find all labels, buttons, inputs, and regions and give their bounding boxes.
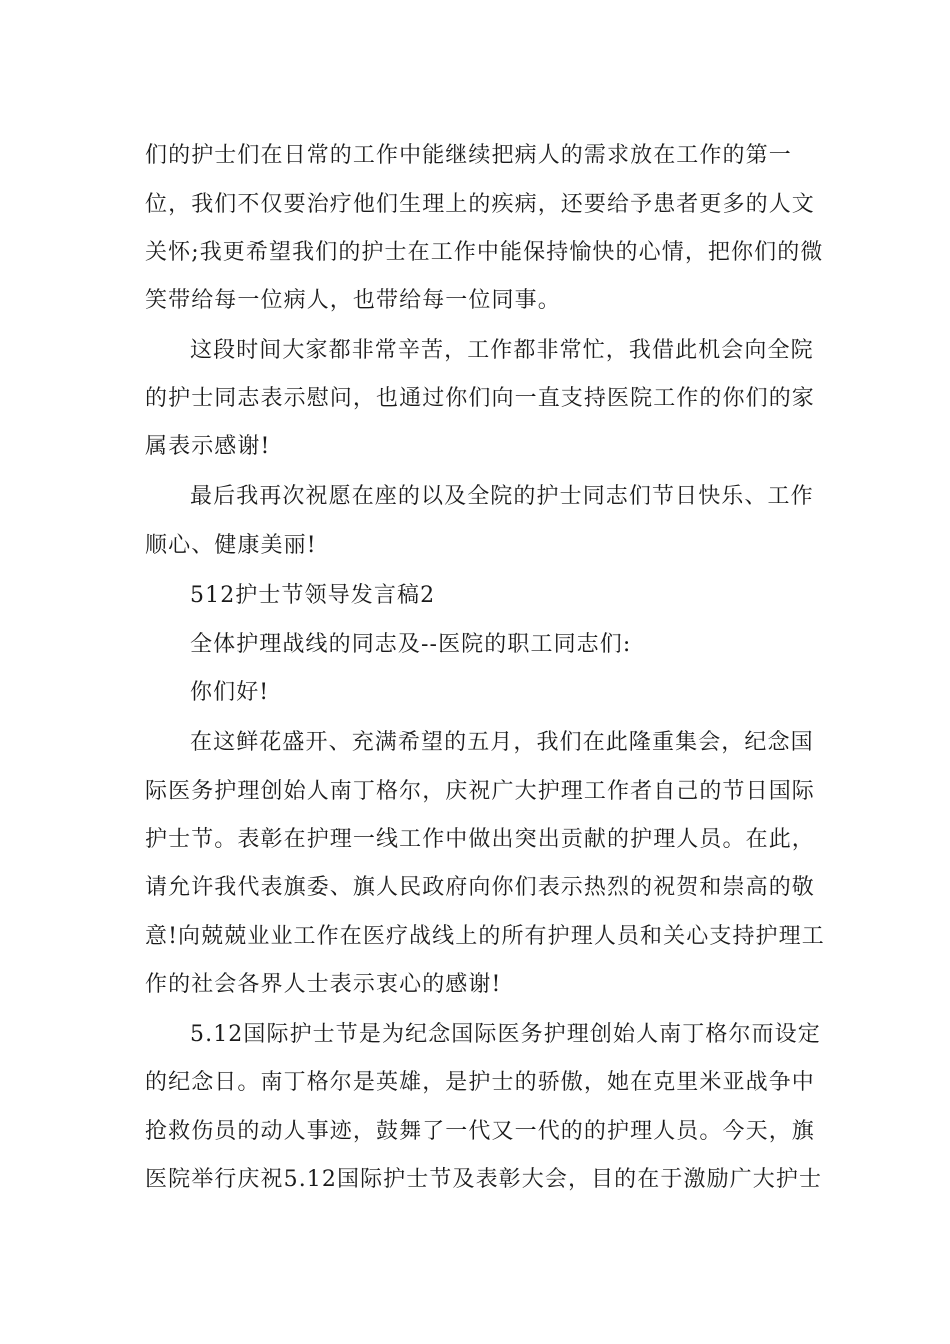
- section-heading: 512护士节领导发言稿2: [190, 583, 436, 608]
- text-line: 医院举行庆祝5.12国际护士节及表彰大会，目的在于激励广大护士: [145, 1167, 823, 1192]
- greeting: 你们好!: [190, 680, 270, 705]
- text-line: 5.12国际护士节是为纪念国际医务护理创始人南丁格尔而设定: [190, 1022, 821, 1047]
- text-line: 位，我们不仅要治疗他们生理上的疾病，还要给予患者更多的人文: [145, 192, 815, 217]
- salutation: 全体护理战线的同志及--医院的职工同志们:: [190, 632, 632, 657]
- text-line: 在这鲜花盛开、充满希望的五月，我们在此隆重集会，纪念国: [190, 730, 814, 755]
- text-line: 的护士同志表示慰问，也通过你们向一直支持医院工作的你们的家: [145, 386, 815, 411]
- text-line: 请允许我代表旗委、旗人民政府向你们表示热烈的祝贺和崇高的敬: [145, 875, 815, 900]
- text-line: 作的社会各界人士表示衷心的感谢!: [145, 972, 502, 997]
- text-line: 属表示感谢!: [145, 434, 271, 459]
- text-line: 际医务护理创始人南丁格尔，庆祝广大护理工作者自己的节日国际: [145, 779, 815, 804]
- text-line: 顺心、健康美丽!: [145, 533, 317, 558]
- text-line: 这段时间大家都非常辛苦，工作都非常忙，我借此机会向全院: [190, 338, 814, 363]
- text-line: 们的护士们在日常的工作中能继续把病人的需求放在工作的第一: [145, 143, 792, 168]
- text-line: 笑带给每一位病人，也带给每一位同事。: [145, 288, 561, 313]
- text-line: 护士节。表彰在护理一线工作中做出突出贡献的护理人员。在此，: [145, 827, 815, 852]
- text-line: 关怀;我更希望我们的护士在工作中能保持愉快的心情，把你们的微: [145, 240, 824, 265]
- text-line: 意!向兢兢业业工作在医疗战线上的所有护理人员和关心支持护理工: [145, 924, 825, 949]
- text-line: 的纪念日。南丁格尔是英雄，是护士的骄傲，她在克里米亚战争中: [145, 1070, 815, 1095]
- text-line: 抢救伤员的动人事迹，鼓舞了一代又一代的的护理人员。今天，旗: [145, 1119, 815, 1144]
- text-line: 最后我再次祝愿在座的以及全院的护士同志们节日快乐、工作: [190, 484, 814, 509]
